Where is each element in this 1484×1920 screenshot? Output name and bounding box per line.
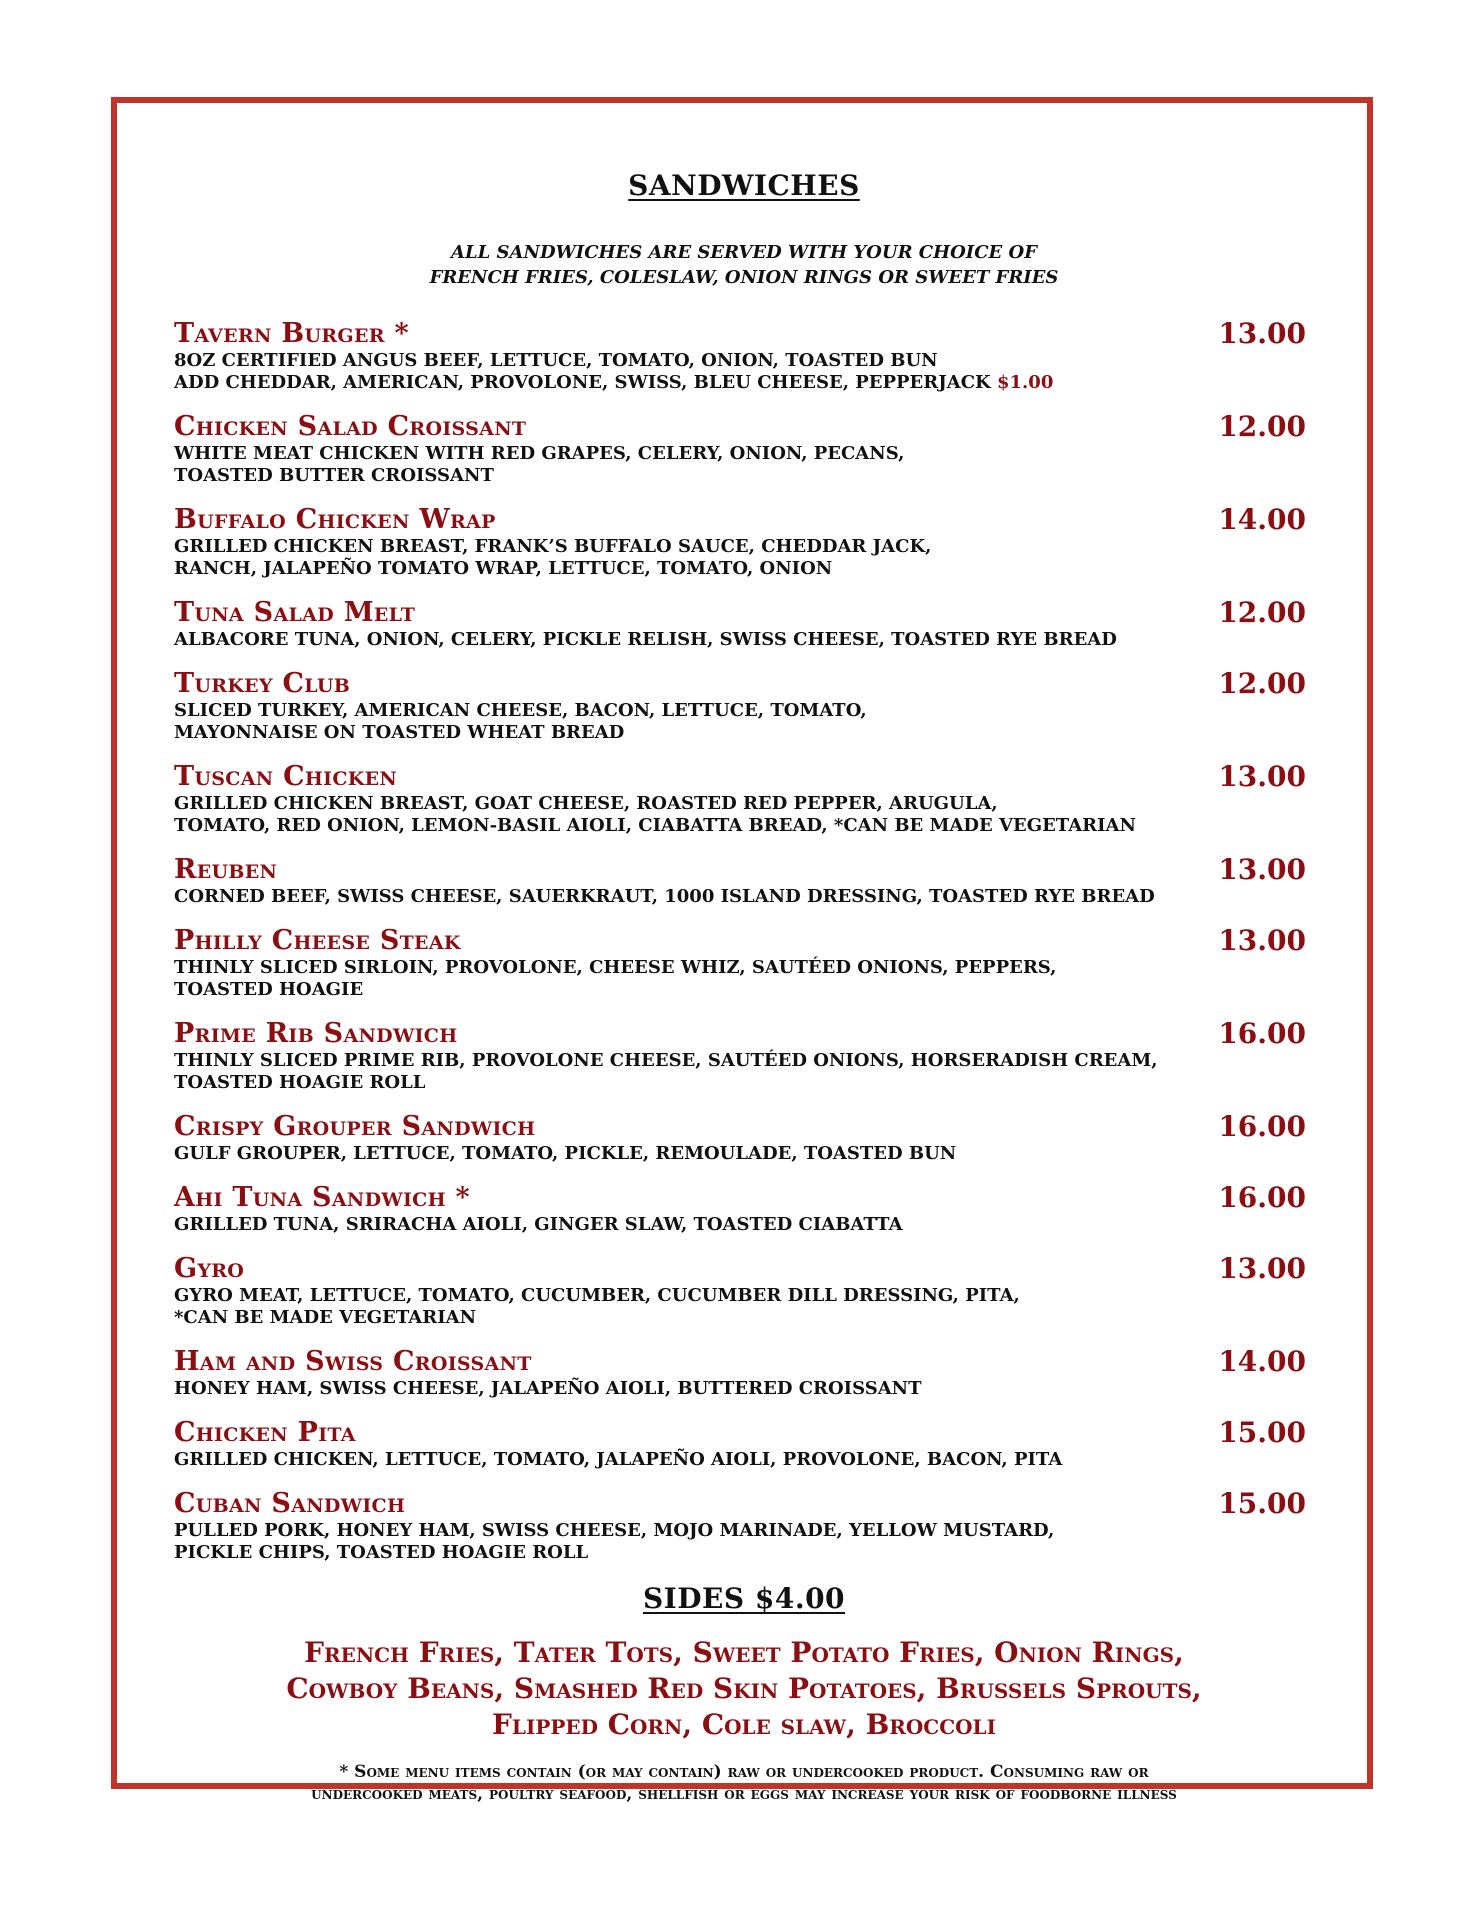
item-name: Chicken Pita <box>174 1417 356 1448</box>
item-price: 14.00 <box>1218 503 1306 536</box>
item-name: Crispy Grouper Sandwich <box>174 1111 536 1142</box>
sides-list <box>174 1635 1314 1743</box>
menu-items <box>174 318 1314 1564</box>
sides-line: Cowboy Beans, Smashed Red Skin Potatoes, Brussels Sprouts, <box>286 1672 1202 1705</box>
food-safety-disclaimer <box>174 1761 1314 1805</box>
item-desc-line: *CAN BE MADE VEGETARIAN <box>174 1307 477 1328</box>
menu-item-tavern-burger <box>174 318 1314 394</box>
item-name: Buffalo Chicken Wrap <box>174 504 496 535</box>
item-desc-line: GYRO MEAT, LETTUCE, TOMATO, CUCUMBER, CUCUMBER DILL DRESSING, PITA, <box>174 1285 1020 1306</box>
item-price: 15.00 <box>1218 1416 1306 1449</box>
item-desc-line: HONEY HAM, SWISS CHEESE, JALAPEÑO AIOLI, BUTTERED CROISSANT <box>174 1378 922 1399</box>
menu-content <box>174 168 1314 1805</box>
item-desc-line: GRILLED CHICKEN, LETTUCE, TOMATO, JALAPEÑO AIOLI, PROVOLONE, BACON, PITA <box>174 1449 1063 1470</box>
item-desc-line: GRILLED TUNA, SRIRACHA AIOLI, GINGER SLAW, TOASTED CIABATTA <box>174 1214 903 1235</box>
item-name: Cuban Sandwich <box>174 1488 406 1519</box>
item-body <box>174 318 1196 394</box>
menu-item-gyro <box>174 1253 1314 1329</box>
item-body <box>174 411 1196 487</box>
item-price: 13.00 <box>1218 853 1306 886</box>
item-name: Tuna Salad Melt <box>174 597 416 628</box>
menu-item-philly-cheese-steak <box>174 925 1314 1001</box>
sides-title: SIDES $4.00 <box>642 1582 846 1615</box>
item-desc-line: CORNED BEEF, SWISS CHEESE, SAUERKRAUT, 1000 ISLAND DRESSING, TOASTED RYE BREAD <box>174 886 1155 907</box>
item-price: 13.00 <box>1218 317 1306 350</box>
item-name: Prime Rib Sandwich <box>174 1018 458 1049</box>
item-desc-line: TOASTED HOAGIE ROLL <box>174 1072 426 1093</box>
item-body <box>174 1018 1196 1094</box>
item-desc-line: RANCH, JALAPEÑO TOMATO WRAP, LETTUCE, TOMATO, ONION <box>174 558 833 579</box>
menu-item-cuban-sandwich <box>174 1488 1314 1564</box>
item-desc-line <box>174 372 1196 394</box>
menu-item-ham-and-swiss-croissant <box>174 1346 1314 1400</box>
item-price: 12.00 <box>1218 667 1306 700</box>
item-name: Philly Cheese Steak <box>174 925 461 956</box>
item-price: 14.00 <box>1218 1345 1306 1378</box>
item-desc-line: GRILLED CHICKEN BREAST, GOAT CHEESE, ROASTED RED PEPPER, ARUGULA, <box>174 793 998 814</box>
item-body <box>174 668 1196 744</box>
item-body <box>174 854 1196 908</box>
item-body <box>174 597 1196 651</box>
disclaimer-line: undercooked meats, poultry seafood, shellfish or eggs may increase your risk of foodborne illness <box>311 1784 1177 1804</box>
item-desc-line: ALBACORE TUNA, ONION, CELERY, PICKLE RELISH, SWISS CHEESE, TOASTED RYE BREAD <box>174 629 1117 650</box>
item-price: 12.00 <box>1218 596 1306 629</box>
item-body <box>174 1417 1196 1471</box>
item-name: Chicken Salad Croissant <box>174 411 527 442</box>
item-price: 16.00 <box>1218 1181 1306 1214</box>
page-title: SANDWICHES <box>628 169 860 202</box>
item-price: 15.00 <box>1218 1487 1306 1520</box>
sides-line: French Fries, Tater Tots, Sweet Potato Fries, Onion Rings, <box>304 1636 1184 1669</box>
sides-line: Flipped Corn, Cole slaw, Broccoli <box>492 1708 996 1741</box>
item-desc-line: MAYONNAISE ON TOASTED WHEAT BREAD <box>174 722 625 743</box>
item-body <box>174 1182 1196 1236</box>
item-price: 16.00 <box>1218 1110 1306 1143</box>
item-name: Turkey Club <box>174 668 351 699</box>
item-desc-line: TOASTED HOAGIE <box>174 979 364 1000</box>
menu-item-ahi-tuna-sandwich <box>174 1182 1314 1236</box>
item-price: 16.00 <box>1218 1017 1306 1050</box>
item-body <box>174 504 1196 580</box>
menu-item-chicken-salad-croissant <box>174 411 1314 487</box>
item-name: Gyro <box>174 1253 245 1284</box>
item-price: 13.00 <box>1218 760 1306 793</box>
item-name: Tuscan Chicken <box>174 761 398 792</box>
intro-line: FRENCH FRIES, COLESLAW, ONION RINGS OR SWEET FRIES <box>429 267 1059 288</box>
item-desc-line: 8OZ CERTIFIED ANGUS BEEF, LETTUCE, TOMATO, ONION, TOASTED BUN <box>174 350 938 371</box>
item-price: 12.00 <box>1218 410 1306 443</box>
item-desc-line: GRILLED CHICKEN BREAST, FRANK’S BUFFALO SAUCE, CHEDDAR JACK, <box>174 536 932 557</box>
menu-item-tuna-salad-melt <box>174 597 1314 651</box>
item-body <box>174 1111 1196 1165</box>
item-body <box>174 925 1196 1001</box>
item-addon-text: ADD CHEDDAR, AMERICAN, PROVOLONE, SWISS, BLEU CHEESE, PEPPERJACK <box>174 372 991 393</box>
item-body <box>174 1253 1196 1329</box>
item-desc-line: SLICED TURKEY, AMERICAN CHEESE, BACON, LETTUCE, TOMATO, <box>174 700 867 721</box>
menu-item-tuscan-chicken <box>174 761 1314 837</box>
item-desc-line: PULLED PORK, HONEY HAM, SWISS CHEESE, MOJO MARINADE, YELLOW MUSTARD, <box>174 1520 1055 1541</box>
menu-item-reuben <box>174 854 1314 908</box>
item-name: Ahi Tuna Sandwich * <box>174 1182 470 1213</box>
intro-line: ALL SANDWICHES ARE SERVED WITH YOUR CHOICE OF <box>451 242 1037 263</box>
item-desc-line: GULF GROUPER, LETTUCE, TOMATO, PICKLE, REMOULADE, TOASTED BUN <box>174 1143 957 1164</box>
item-desc-line: THINLY SLICED SIRLOIN, PROVOLONE, CHEESE WHIZ, SAUTÉED ONIONS, PEPPERS, <box>174 957 1057 978</box>
menu-item-turkey-club <box>174 668 1314 744</box>
disclaimer-line: * Some menu items contain (or may contain) raw or undercooked product. Consuming raw or <box>339 1762 1149 1782</box>
item-price: 13.00 <box>1218 924 1306 957</box>
item-body <box>174 761 1196 837</box>
item-body <box>174 1488 1196 1564</box>
item-desc-line: PICKLE CHIPS, TOASTED HOAGIE ROLL <box>174 1542 589 1563</box>
menu-item-prime-rib-sandwich <box>174 1018 1314 1094</box>
menu-item-chicken-pita <box>174 1417 1314 1471</box>
item-addon-price: $1.00 <box>996 372 1054 393</box>
item-name: Ham and Swiss Croissant <box>174 1346 532 1377</box>
item-name: Reuben <box>174 854 278 885</box>
item-name: Tavern Burger * <box>174 318 409 349</box>
item-desc-line: TOMATO, RED ONION, LEMON-BASIL AIOLI, CIABATTA BREAD, *CAN BE MADE VEGETARIAN <box>174 815 1136 836</box>
item-desc-line: TOASTED BUTTER CROISSANT <box>174 465 494 486</box>
item-desc-line: THINLY SLICED PRIME RIB, PROVOLONE CHEESE, SAUTÉED ONIONS, HORSERADISH CREAM, <box>174 1050 1158 1071</box>
menu-item-crispy-grouper-sandwich <box>174 1111 1314 1165</box>
item-price: 13.00 <box>1218 1252 1306 1285</box>
menu-item-buffalo-chicken-wrap <box>174 504 1314 580</box>
intro-note <box>174 240 1314 290</box>
item-body <box>174 1346 1196 1400</box>
item-desc-line: WHITE MEAT CHICKEN WITH RED GRAPES, CELERY, ONION, PECANS, <box>174 443 905 464</box>
